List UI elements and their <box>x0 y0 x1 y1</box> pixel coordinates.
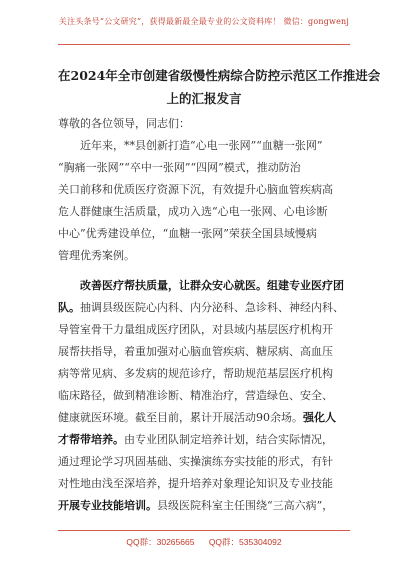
header-divider <box>58 44 350 45</box>
line-start: 健康就医环境。截至目前，累计开展活动90余场。 <box>58 411 303 424</box>
paragraph-line <box>58 495 350 517</box>
paragraph-line: 近年来，**县创新打造“心电一张网”“血糖一张网” <box>80 139 323 152</box>
paragraph-line: 管理优秀案例。 <box>58 249 135 262</box>
paragraph-line: 临床路径，做到精准诊断、精准治疗，营造绿色、安全、 <box>58 389 333 402</box>
paragraph-line: 危人群健康生活质量，成功入选“心电一张网、心电诊断 <box>58 205 328 218</box>
paragraph-line <box>58 429 350 451</box>
bold-phrase: 开展专业技能培训。 <box>58 499 157 512</box>
title-line-1: 在2024年全市创建省级慢性病综合防控示范区工作推进会 <box>58 68 381 83</box>
paragraph-line: 病等常见病、多发病的规范诊疗，帮助规范基层医疗机构 <box>58 367 333 380</box>
paragraph-line <box>58 297 350 319</box>
footer <box>0 536 408 548</box>
paragraph-line <box>58 407 350 429</box>
line-rest: 抽调县级医院心内科、内分泌科、急诊科、神经内科、 <box>80 301 344 314</box>
section-heading-line: 改善医疗帮扶质量，让群众安心就医。组建专业医疗团 <box>80 279 344 292</box>
footer-qq-1: QQ群：30265665 <box>126 537 195 547</box>
title-line-2: 上的汇报发言 <box>166 91 242 106</box>
line-rest: 由专业团队制定培养计划，结合实际情况， <box>124 433 333 446</box>
line-rest: 县级医院科室主任围绕“三高六病”， <box>157 499 334 512</box>
document-title <box>58 64 381 110</box>
document-body <box>58 113 350 517</box>
bold-phrase: 才帮带培养。 <box>58 433 124 446</box>
paragraph-line: 展帮扶指导，着重加强对心脑血管疾病、糖尿病、高血压 <box>58 345 333 358</box>
bold-phrase: 强化人 <box>303 411 336 424</box>
bold-phrase: 队。 <box>58 301 80 314</box>
header-banner: 关注头条号“公文研究”，获得最新最全最专业的公文资料库！ 微信：gongwenj <box>58 17 350 26</box>
paragraph-line: 通过理论学习巩固基础、实操演练夯实技能的形式，有针 <box>58 455 333 468</box>
paragraph-line: 对性地由浅至深培养，提升培养对象理论知识及专业技能 <box>58 477 333 490</box>
paragraph-line: 关口前移和优质医疗资源下沉，有效提升心脑血管疾病高 <box>58 183 333 196</box>
paragraph-line: “胸痛一张网”“卒中一张网”“四网”模式，推动防治 <box>58 161 301 174</box>
salutation: 尊敬的各位领导，同志们： <box>58 117 190 130</box>
footer-divider <box>58 530 350 531</box>
footer-qq-2: QQ群：535304092 <box>208 537 282 547</box>
paragraph-line: 中心”优秀建设单位，“血糖一张网”荣获全国县域慢病 <box>58 227 317 240</box>
paragraph-line: 导管室骨干力量组成医疗团队，对县域内基层医疗机构开 <box>58 323 333 336</box>
